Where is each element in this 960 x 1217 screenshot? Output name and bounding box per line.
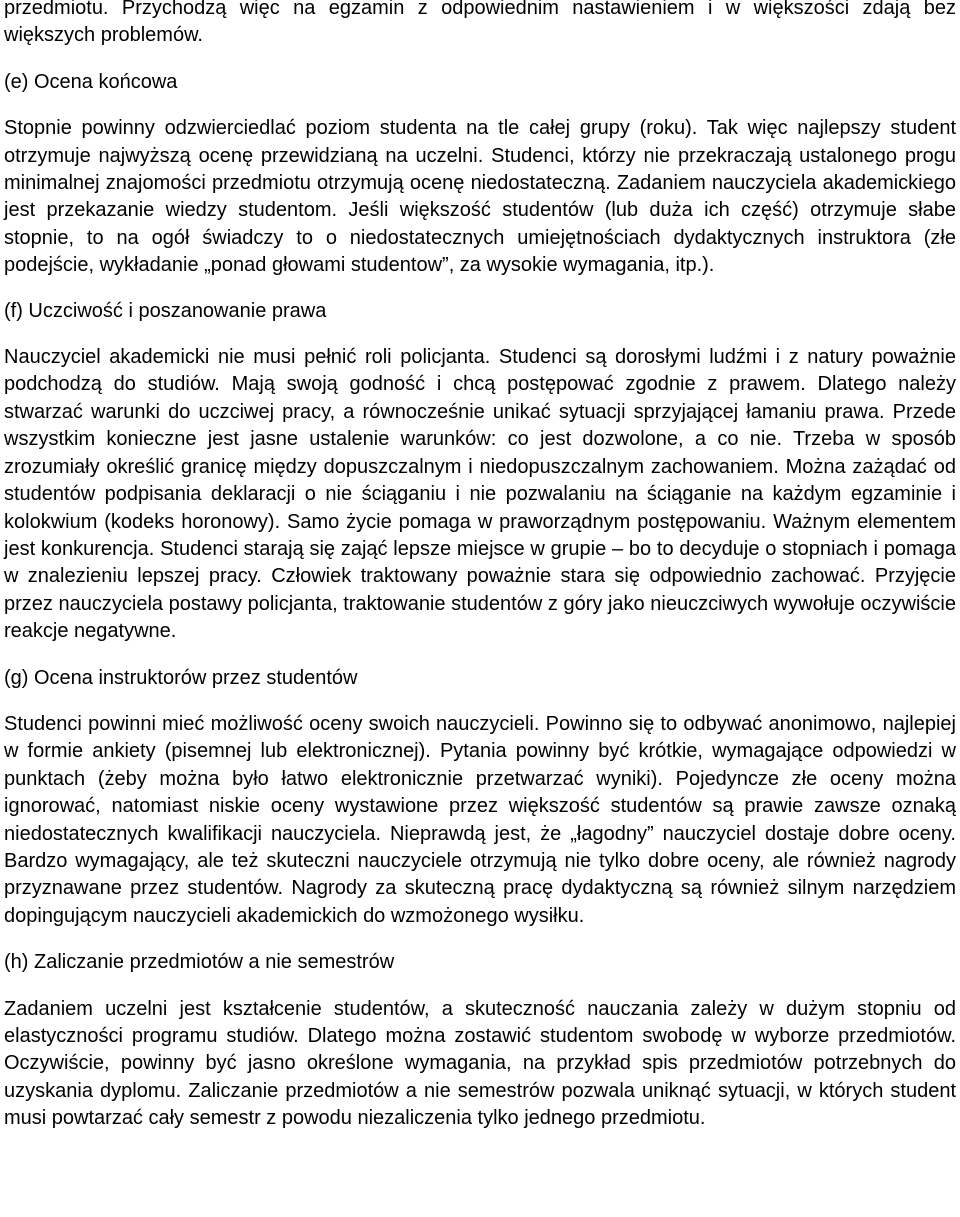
section-body-e: Stopnie powinny odzwierciedlać poziom studenta na tle całej grupy (roku). Tak więc najlepszy student otrzymuje najwyższą ocenę przewidzianą na uczelni. Studenci, którzy nie przekraczają ustalonego progu minimalnej znajomości przedmiotu otrzymują ocenę niedostateczną. Zadaniem nauczyciela akademickiego jest przekazanie wiedzy studentom. Jeśli większość studentów (lub duża ich część) otrzymuje słabe stopnie, to na ogół świadczy to o niedostatecznych umiejętnościach dydaktycznych instruktora (złe podejście, wykładanie „ponad głowami studentow”, za wysokie wymagania, itp.). <box>4 117 956 277</box>
section-heading-g: (g) Ocena instruktorów przez studentów <box>4 666 358 689</box>
intro-paragraph: przedmiotu. Przychodzą więc na egzamin z odpowiednim nastawieniem i w większości zdają bez większych problemów. <box>4 0 956 47</box>
section-body-f: Nauczyciel akademicki nie musi pełnić roli policjanta. Studenci są dorosłymi ludźmi i z natury poważnie podchodzą do studiów. Mają swoją godność i chcą postępować zgodnie z prawem. Dlatego należy stwarzać warunki do uczciwej pracy, a równocześnie unikać sytuacji sprzyjającej łamaniu prawa. Przede wszystkim konieczne jest jasne ustalenie warunków: co jest dozwolone, a co nie. Trzeba w sposób zrozumiały określić granicę między dopuszczalnym i niedopuszczalnym zachowaniem. Można zażądać od studentów podpisania deklaracji o nie ściąganiu i nie pozwalaniu na ściąganie na każdym egzaminie i kolokwium (kodeks horonowy). Samo życie pomaga w praworządnym postępowaniu. Ważnym elementem jest konkurencja. Studenci starają się zająć lepsze miejsce w grupie – bo to decyduje o stopniach i pomaga w znalezieniu lepszej pracy. Człowiek traktowany poważnie stara się odpowiednio zachować. Przyjęcie przez nauczyciela postawy policjanta, traktowanie studentów z góry jako nieuczciwych wywołuje oczywiście reakcje negatywne. <box>4 346 956 643</box>
section-heading-f: (f) Uczciwość i poszanowanie prawa <box>4 299 327 322</box>
section-heading-h: (h) Zaliczanie przedmiotów a nie semestrów <box>4 951 395 974</box>
section-body-h: Zadaniem uczelni jest kształcenie studentów, a skuteczność nauczania zależy w dużym stopniu od elastyczności programu studiów. Dlatego można zostawić studentom swobodę w wyborze przedmiotów. Oczywiście, powinny być jasno określone wymagania, na przykład spis przedmiotów potrzebnych do uzyskania dyplomu. Zaliczanie przedmiotów a nie semestrów pozwala uniknąć sytuacji, w których student musi powtarzać cały semestr z powodu niezaliczenia tylko jednego przedmiotu. <box>4 997 956 1130</box>
section-heading-e: (e) Ocena końcowa <box>4 70 178 93</box>
section-body-g: Studenci powinni mieć możliwość oceny swoich nauczycieli. Powinno się to odbywać anonimowo, najlepiej w formie ankiety (pisemnej lub elektronicznej). Pytania powinny być krótkie, wymagające odpowiedzi w punktach (żeby można było łatwo elektronicznie przetwarzać wyniki). Pojedyncze złe oceny można ignorować, natomiast niskie oceny wystawione przez większość studentów są prawie zawsze oznaką niedostatecznych kwalifikacji nauczyciela. Nieprawdą jest, że „łagodny” nauczyciel dostaje dobre oceny. Bardzo wymagający, ale też skuteczni nauczyciele otrzymują nie tylko dobre oceny, ale również nagrody przyznawane przez studentów. Nagrody za skuteczną pracę dydaktyczną są również silnym narzędziem dopingującym nauczycieli akademickich do wzmożonego wysiłku. <box>4 712 956 927</box>
